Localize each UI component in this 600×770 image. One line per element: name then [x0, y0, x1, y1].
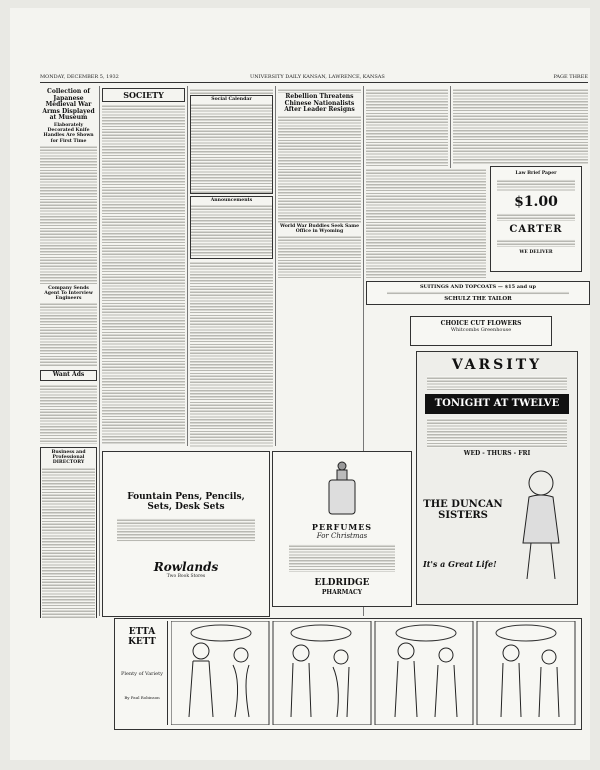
society-text: [102, 104, 185, 444]
society-banner: [102, 88, 185, 102]
announcements-box: [190, 196, 273, 259]
comic-author: By Paul Robinson: [124, 695, 160, 700]
directory-listings: [42, 467, 95, 618]
article-text: [453, 88, 588, 164]
rowlands-brand: Rowlands: [153, 560, 219, 574]
duncan-sisters: THE DUNCAN SISTERS: [423, 499, 503, 521]
article-text: [278, 115, 361, 223]
header-rule: [40, 82, 588, 83]
calendar-title: Social Calendar: [211, 97, 252, 102]
ad-text: [497, 239, 575, 247]
varsity-title: VARSITY: [451, 357, 543, 373]
column-6: [453, 88, 588, 164]
suits-line: SUITINGS AND TOPCOATS — $15 and up: [419, 284, 537, 290]
pens-line1: Fountain Pens, Pencils,: [127, 492, 245, 502]
law-brief-ad: [490, 166, 582, 272]
ad-text: [117, 518, 255, 542]
header-masthead: UNIVERSITY DAILY KANSAN, LAWRENCE, KANSAS: [250, 74, 385, 80]
tailor-name: SCHULZ THE TAILOR: [444, 296, 512, 302]
column-2: [102, 88, 185, 448]
want-ads-box: [40, 370, 97, 381]
eldridge-pharmacy: PHARMACY: [321, 589, 363, 596]
cartoon-figure-icon: [511, 463, 571, 583]
deliver-line: WE DELIVER: [519, 250, 553, 256]
article-text: [40, 145, 97, 285]
ad-text: [427, 418, 567, 448]
perfume-bottle-icon: [317, 460, 367, 520]
ad-text: [387, 291, 569, 295]
comic-panels: [171, 621, 577, 725]
article-text: [40, 302, 97, 367]
greenhouse-name: Whitcombs Greenhouse: [450, 327, 512, 333]
article-text: [366, 168, 486, 278]
comic-strip: [114, 618, 582, 730]
headline-japanese-arms: Collection of Japanese Medieval War Arms Displayed at Museum: [42, 88, 95, 122]
article-text: [366, 88, 448, 166]
carter-brand: CARTER: [509, 224, 563, 236]
column-1: [40, 88, 97, 618]
column-rule: [187, 86, 188, 446]
calendar-listings: [191, 103, 272, 193]
column-5-lower: [366, 168, 486, 278]
announcements-title: Announcements: [210, 198, 253, 204]
announcements-text: [191, 204, 272, 258]
ad-text: [427, 376, 567, 390]
column-rule: [99, 86, 100, 616]
law-brief-price: $1.00: [514, 194, 558, 211]
eldridge-name: ELDRIDGE: [314, 578, 370, 588]
header-date: MONDAY, DECEMBER 5, 1932: [40, 74, 119, 80]
pens-line2: Sets, Desk Sets: [147, 502, 225, 512]
perfume-subtitle: For Christmas: [316, 532, 368, 540]
header-page-number: PAGE THREE: [553, 74, 588, 80]
newspaper-page: [10, 8, 590, 760]
film-title: It's a Great Life!: [423, 559, 497, 569]
article-text: [190, 88, 273, 94]
varsity-ad: [416, 351, 578, 605]
directory-box: [40, 447, 97, 618]
flowers-ad: [410, 316, 552, 346]
tonight-banner: TONIGHT AT TWELVE: [425, 394, 569, 414]
want-ads-title: Want Ads: [52, 371, 85, 379]
comic-title: ETTA KETT: [128, 627, 156, 647]
want-ads-text: [40, 384, 97, 444]
article-text: [278, 235, 361, 278]
ad-text: [497, 213, 575, 221]
headline-war-buddies: World War Buddies Seek Same Office in Wyoming: [279, 223, 360, 234]
headline-engineers: Company Sends Agent To Interview Engineers: [44, 285, 93, 302]
article-text: [190, 261, 273, 448]
ad-text: [289, 544, 395, 572]
column-rule: [275, 86, 276, 446]
subhead-knife-handles: Elaborately Decorated Knife Handles Are Shown for First Time: [43, 122, 94, 144]
perfume-ad: [272, 451, 412, 607]
perfume-title: PERFUMES: [311, 522, 373, 532]
comic-tagline: Plenty of Variety: [121, 671, 163, 677]
directory-title: Business and Professional DIRECTORY: [51, 449, 86, 466]
suits-ad: [366, 281, 590, 305]
ad-text: [497, 179, 575, 191]
comic-title-panel: [117, 621, 168, 725]
column-4: [278, 88, 361, 278]
law-brief-title: Law Brief Paper: [515, 171, 557, 176]
headline-rebellion: Rebellion Threatens Chinese Nationalists After Leader Resigns: [284, 93, 355, 114]
rowlands-sub: Two Book Stores: [166, 574, 206, 579]
page-header: [40, 74, 588, 82]
column-3: [190, 88, 273, 448]
flowers-line: CHOICE CUT FLOWERS: [440, 320, 522, 327]
varsity-dates: WED - THURS - FRI: [463, 450, 531, 457]
fountain-pens-ad: [102, 451, 270, 617]
calendar-box: [190, 95, 273, 194]
society-title: SOCIETY: [123, 90, 164, 100]
